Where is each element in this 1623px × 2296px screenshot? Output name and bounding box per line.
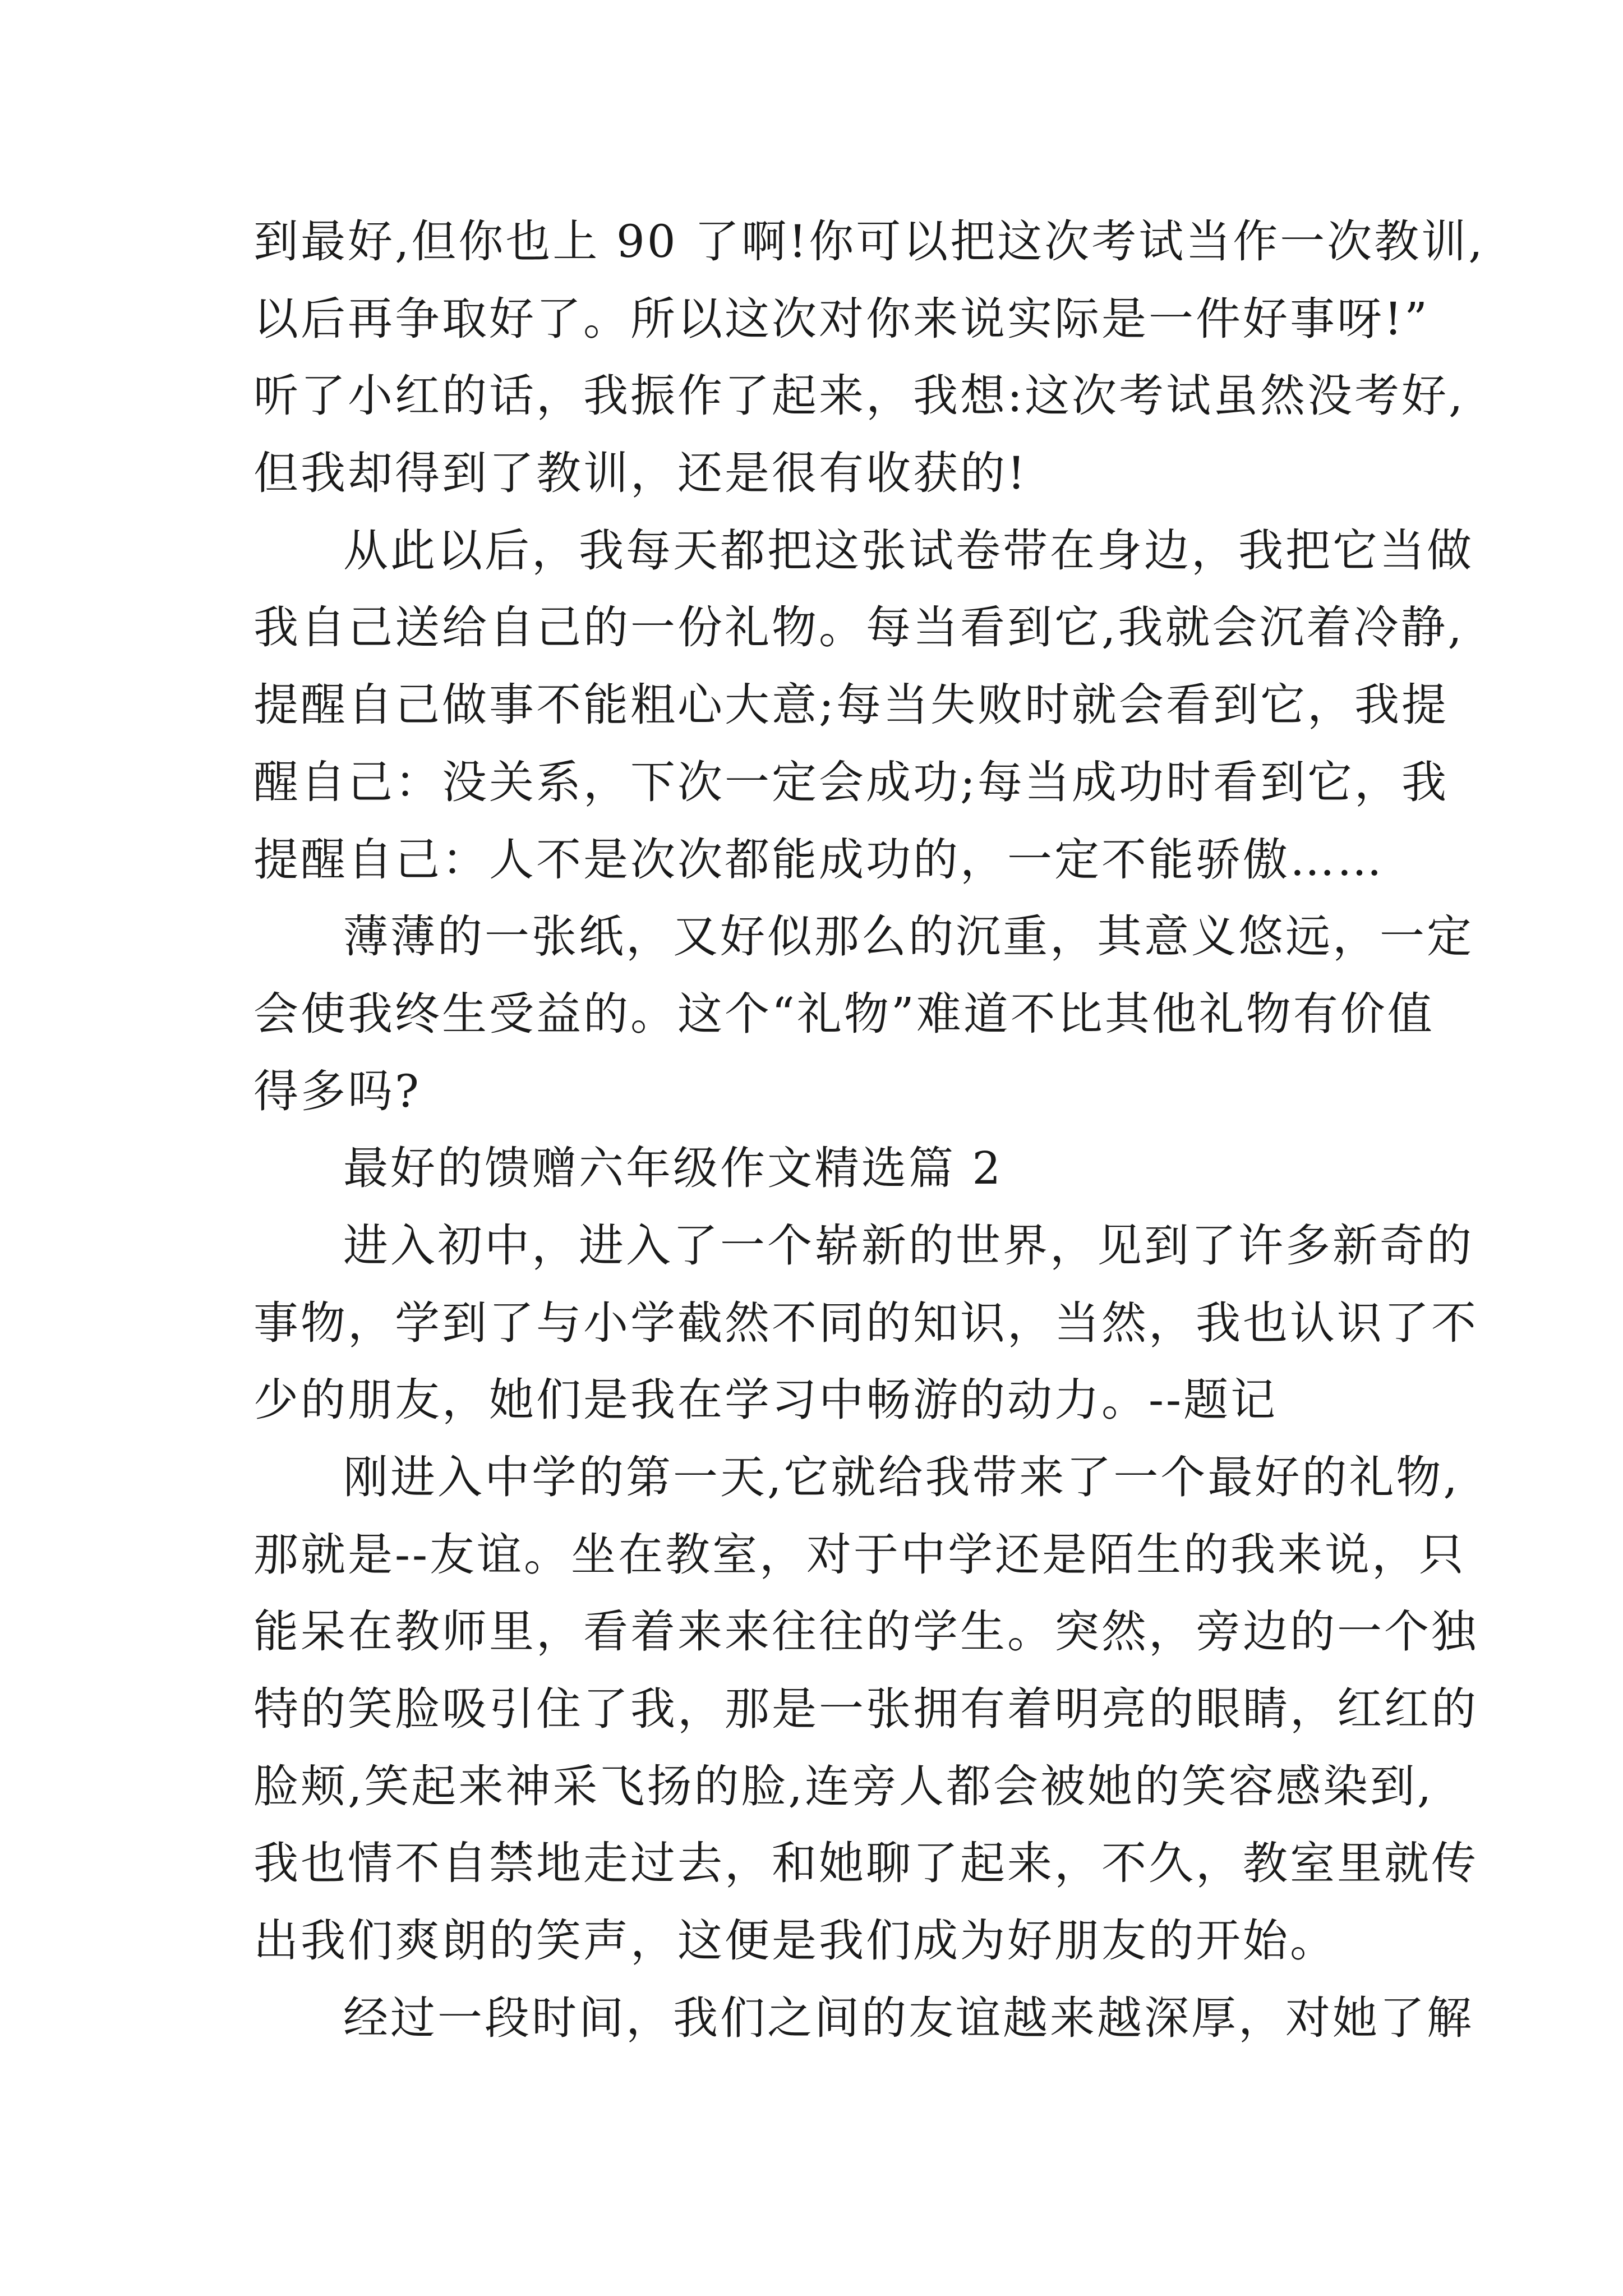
text-line: 到最好,但你也上 90 了啊!你可以把这次考试当作一次教训, [253,215,1485,268]
text-line: 事物，学到了与小学截然不同的知识，当然，我也认识了不 [253,1296,1478,1349]
text-line: 从此以后，我每天都把这张试卷带在身边，我把它当做 [343,524,1474,577]
text-line: 醒自己：没关系，下次一定会成功;每当成功时看到它，我 [253,756,1449,808]
text-line: 那就是--友谊。坐在教室，对于中学还是陌生的我来说，只 [253,1528,1467,1581]
text-line: 进入初中，进入了一个崭新的世界，见到了许多新奇的 [343,1219,1474,1272]
text-line: 最好的馈赠六年级作文精选篇 2 [343,1142,1003,1195]
text-line: 以后再争取好了。所以这次对你来说实际是一件好事呀!” [253,292,1430,345]
text-line: 脸颊,笑起来神采飞扬的脸,连旁人都会被她的笑容感染到, [253,1760,1434,1812]
text-line: 出我们爽朗的笑声，这便是我们成为好朋友的开始。 [253,1915,1337,1967]
text-line: 能呆在教师里，看着来来往往的学生。突然，旁边的一个独 [253,1605,1478,1658]
text-line: 但我却得到了教训，还是很有收获的! [253,447,1028,500]
text-line: 特的笑脸吸引住了我，那是一张拥有着明亮的眼睛，红红的 [253,1683,1478,1736]
text-line: 薄薄的一张纸，又好似那么的沉重，其意义悠远，一定 [343,910,1474,963]
text-line: 我自己送给自己的一份礼物。每当看到它,我就会沉着冷静, [253,601,1464,654]
text-line: 刚进入中学的第一天,它就给我带来了一个最好的礼物, [343,1451,1460,1503]
document-body [253,203,1485,2057]
text-line: 提醒自己做事不能粗心大意;每当失败时就会看到它，我提 [253,679,1449,731]
text-line: 提醒自己：人不是次次都能成功的，一定不能骄傲…… [253,833,1384,886]
text-line: 少的朋友，她们是我在学习中畅游的动力。--题记 [253,1374,1278,1427]
text-line: 得多吗? [253,1065,421,1117]
text-line: 会使我终生受益的。这个“礼物”难道不比其他礼物有价值 [253,987,1435,1040]
text-line: 听了小红的话，我振作了起来，我想:这次考试虽然没考好, [253,370,1465,422]
text-line: 我也情不自禁地走过去，和她聊了起来，不久，教室里就传 [253,1837,1478,1890]
text-line: 经过一段时间，我们之间的友谊越来越深厚，对她了解 [343,1991,1474,2044]
